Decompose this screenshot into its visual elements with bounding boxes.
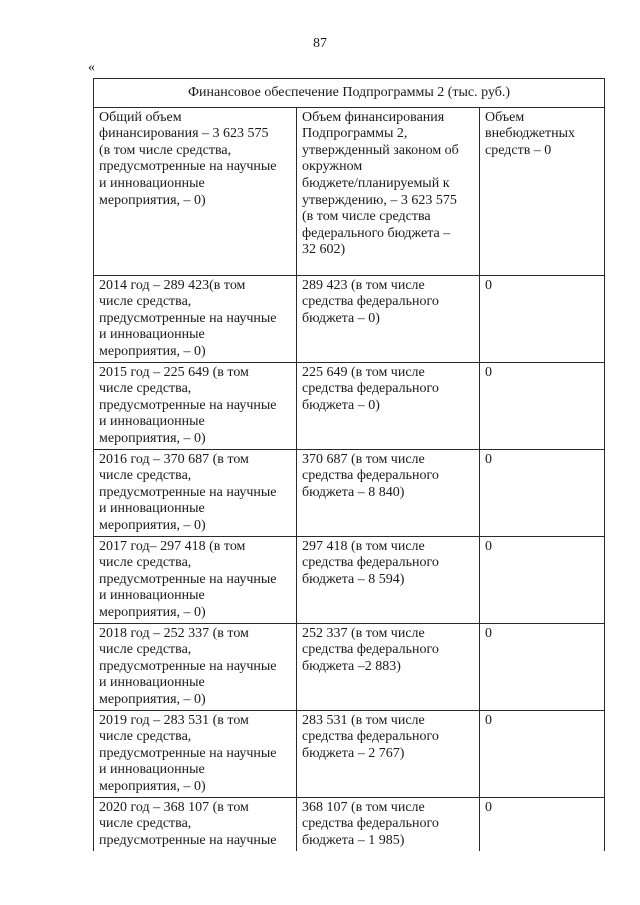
- row-budget-cell: 368 107 (в том числе средства федерального бюджета – 1 985): [297, 797, 480, 851]
- table-row: [94, 275, 605, 362]
- row-budget-cell: 297 418 (в том числе средства федерального бюджета – 8 594): [297, 536, 480, 623]
- row-budget-cell: 252 337 (в том числе средства федерального бюджета –2 883): [297, 623, 480, 710]
- row-extra-cell: 0: [480, 710, 605, 797]
- row-budget-cell: 225 649 (в том числе средства федерального бюджета – 0): [297, 362, 480, 449]
- table-row: [94, 536, 605, 623]
- table-row: [94, 797, 605, 851]
- row-total-cell: 2020 год – 368 107 (в том числе средства, предусмотренные на научные: [94, 797, 297, 851]
- row-extra-cell: 0: [480, 623, 605, 710]
- header-budget-financing: Объем финансирования Подпрограммы 2, утвержденный законом об окружном бюджете/планируемый к утверждению, – 3 623 575 (в том числе средства федерального бюджета – 32 602): [297, 107, 480, 275]
- row-total-cell: 2017 год– 297 418 (в том числе средства, предусмотренные на научные и инновационные мероприятия, – 0): [94, 536, 297, 623]
- header-extrabudgetary: Объем внебюджетных средств – 0: [480, 107, 605, 275]
- table-row: [94, 623, 605, 710]
- row-extra-cell: 0: [480, 797, 605, 851]
- row-budget-cell: 370 687 (в том числе средства федерального бюджета – 8 840): [297, 449, 480, 536]
- row-total-cell: 2015 год – 225 649 (в том числе средства, предусмотренные на научные и инновационные мероприятия, – 0): [94, 362, 297, 449]
- row-extra-cell: 0: [480, 536, 605, 623]
- header-total-financing: Общий объем финансирования – 3 623 575 (в том числе средства, предусмотренные на научные и инновационные мероприятия, – 0): [94, 107, 297, 275]
- table-row: [94, 710, 605, 797]
- table-row: [94, 449, 605, 536]
- row-budget-cell: 283 531 (в том числе средства федерального бюджета – 2 767): [297, 710, 480, 797]
- row-total-cell: 2014 год – 289 423(в том числе средства, предусмотренные на научные и инновационные мероприятия, – 0): [94, 275, 297, 362]
- table-title-row: [94, 79, 605, 108]
- table-header-row: [94, 107, 605, 275]
- row-extra-cell: 0: [480, 449, 605, 536]
- page-number: 87: [313, 36, 327, 51]
- financing-table: [93, 78, 605, 851]
- opening-quote-mark: «: [88, 60, 95, 75]
- row-extra-cell: 0: [480, 275, 605, 362]
- table-row: [94, 362, 605, 449]
- row-extra-cell: 0: [480, 362, 605, 449]
- table-title: Финансовое обеспечение Подпрограммы 2 (тыс. руб.): [94, 79, 605, 108]
- row-budget-cell: 289 423 (в том числе средства федерального бюджета – 0): [297, 275, 480, 362]
- row-total-cell: 2016 год – 370 687 (в том числе средства, предусмотренные на научные и инновационные мероприятия, – 0): [94, 449, 297, 536]
- row-total-cell: 2019 год – 283 531 (в том числе средства, предусмотренные на научные и инновационные мероприятия, – 0): [94, 710, 297, 797]
- row-total-cell: 2018 год – 252 337 (в том числе средства, предусмотренные на научные и инновационные мероприятия, – 0): [94, 623, 297, 710]
